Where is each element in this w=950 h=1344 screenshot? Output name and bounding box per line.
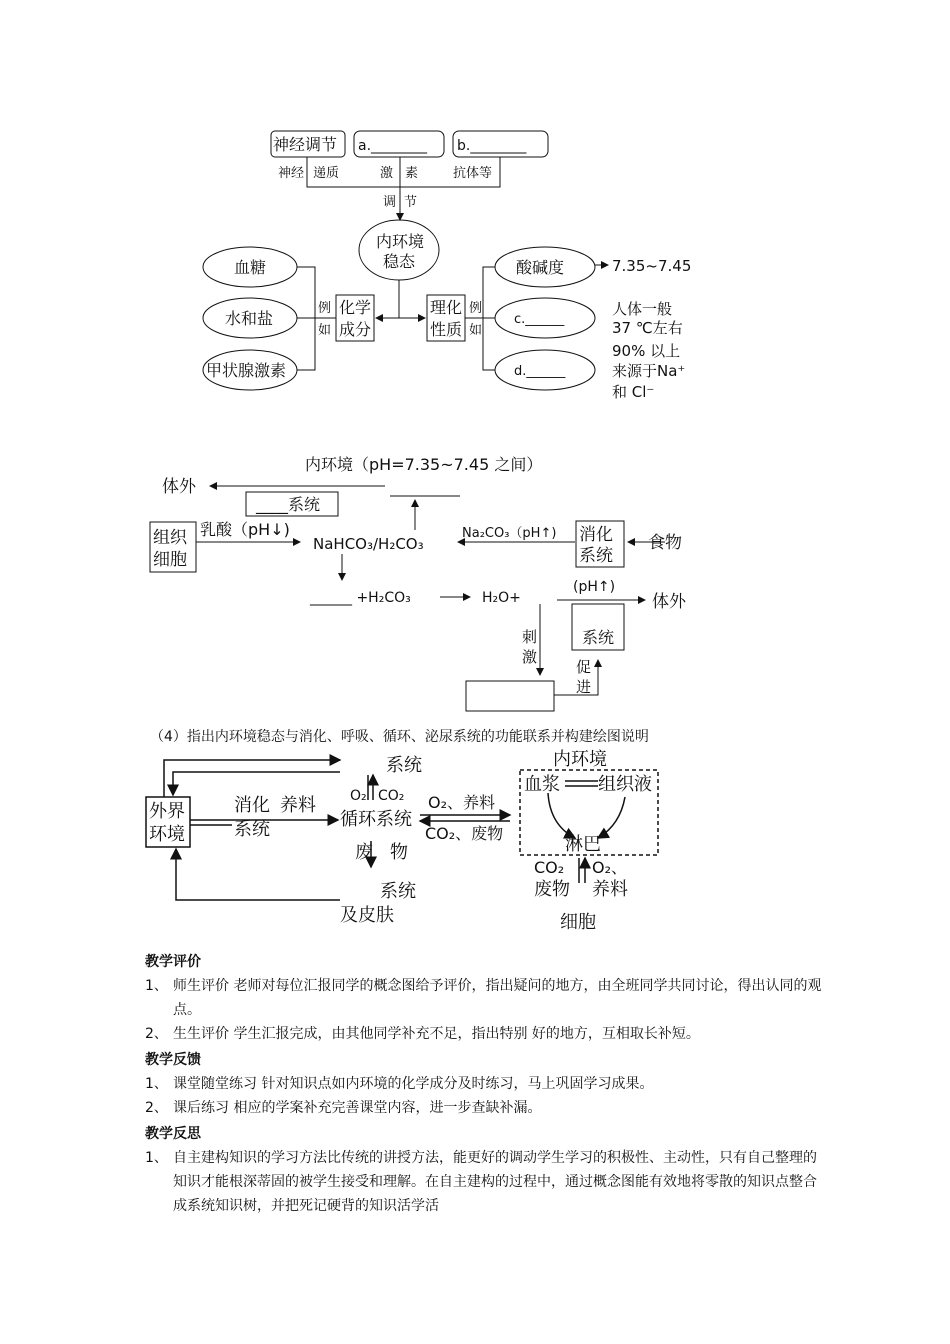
node-buffer: NaHCO₃/H₂CO₃ [313, 535, 424, 553]
label-system: 系统 [582, 628, 615, 647]
list-item [145, 974, 825, 1022]
node-digest: 系统 [579, 546, 613, 566]
label-na2co3: Na₂CO₃（pH↑) [462, 526, 557, 541]
sub-label: 素 [405, 166, 419, 181]
sub-label: 抗体等 [453, 166, 493, 181]
label-nutrient: 养料 [592, 879, 628, 900]
example-label: 如 [318, 323, 332, 338]
node-outside-env: 环境 [149, 824, 185, 845]
node-digest: 消化 [234, 795, 270, 816]
node-digest: 消化 [579, 525, 613, 545]
blank-a: a.________ [358, 138, 428, 154]
item-number: 2、 [145, 1100, 168, 1116]
sub-label: 神经 [278, 166, 305, 181]
blank-c: c.______ [514, 312, 565, 327]
label-system-top: 系统 [386, 755, 422, 776]
label-waste: 废 [355, 842, 373, 863]
node-thyroid: 甲状腺激素 [206, 361, 287, 380]
ph-value: 7.35~7.45 [612, 257, 692, 275]
osm-text: 90% 以上 [612, 342, 681, 360]
section-heading: 教学反思 [145, 1126, 201, 1142]
label-system: ____系统 [256, 495, 321, 514]
list-item [145, 1146, 825, 1218]
example-label: 例 [318, 301, 332, 316]
node-outside-env: 外界 [149, 801, 185, 822]
label-o2: O₂、 [592, 858, 628, 877]
item-number: 1、 [145, 978, 168, 994]
label-inner-env: 内环境 [553, 749, 607, 770]
diagram-title: 内环境（pH=7.35~7.45 之间） [305, 455, 543, 474]
label-stimulate: 激 [522, 648, 538, 666]
label-co2-waste: CO₂、废物 [425, 824, 504, 843]
chem-node: 化学 [339, 298, 372, 317]
phys-node: 理化 [430, 298, 463, 317]
label-body-out: 体外 [162, 477, 196, 497]
sub-label: 递质 [313, 166, 340, 181]
label-body-out: 体外 [652, 592, 686, 612]
label-skin: 及皮肤 [340, 905, 394, 926]
neural-regulation-label: 神经调节 [273, 135, 338, 154]
section-feedback [145, 1048, 825, 1120]
osm-text: 来源于Na⁺ [612, 362, 686, 380]
section-evaluation [145, 950, 825, 1046]
regulate-label: 调 [383, 195, 397, 210]
item-number: 1、 [145, 1076, 168, 1092]
section-reflection [145, 1122, 825, 1218]
center-node: 内环境 [376, 232, 425, 251]
temp-text: 37 ℃左右 [612, 319, 683, 337]
label-o2-nutrient: O₂、养料 [428, 793, 496, 812]
node-tissue-fluid: 组织液 [598, 774, 652, 795]
node-tissue-cell: 细胞 [153, 550, 187, 570]
section-caption: （4）指出内环境稳态与消化、呼吸、循环、泌尿系统的功能联系并构建绘图说明 [150, 729, 649, 745]
node-plasma: 血浆 [524, 774, 560, 795]
center-node: 稳态 [383, 252, 416, 271]
node-circulation: 循环系统 [340, 809, 412, 830]
node-tissue-cell: 组织 [153, 528, 187, 548]
label-blank-h2co3: ______ +H₂CO₃ [310, 590, 411, 606]
item-text: 课堂随堂练习 针对知识点如内环境的化学成分及时练习，马上巩固学习成果。 [173, 1076, 654, 1092]
item-text: 生生评价 学生汇报完成，由其他同学补充不足，指出特别 好的地方，互相取长补短。 [173, 1026, 700, 1042]
node-digest: 系统 [234, 819, 270, 840]
node-ph: 酸碱度 [516, 258, 565, 277]
list-item [145, 1072, 825, 1096]
list-item [145, 1022, 825, 1046]
example-label: 例 [469, 301, 483, 316]
node-lymph: 淋巴 [565, 834, 601, 855]
label-stimulate: 刺 [522, 628, 538, 646]
label-system-bottom: 系统 [380, 881, 416, 902]
systems-diagram [0, 745, 950, 945]
label-ph-up: (pH↑) [573, 579, 616, 595]
example-label: 如 [469, 323, 483, 338]
label-lactic: 乳酸（pH↓) [200, 520, 290, 539]
section-heading: 教学评价 [145, 954, 201, 970]
label-o2: O₂ [350, 788, 367, 804]
regulate-label: 节 [404, 195, 418, 210]
label-co2: CO₂ [378, 788, 405, 804]
node-cell: 细胞 [560, 912, 596, 933]
label-h2o: H₂O+ [482, 590, 521, 606]
list-item [145, 1096, 825, 1120]
chem-node: 成分 [339, 320, 372, 339]
item-number: 2、 [145, 1026, 168, 1042]
blank-d: d.______ [514, 364, 566, 379]
item-number: 1、 [145, 1150, 168, 1166]
node-water-salt: 水和盐 [225, 309, 274, 328]
phys-node: 性质 [430, 320, 463, 339]
temp-text: 人体一般 [612, 300, 673, 318]
label-waste: 废物 [534, 879, 570, 900]
sub-label: 激 [380, 166, 394, 181]
label-waste: 物 [390, 842, 408, 863]
label-co2: CO₂ [534, 858, 565, 877]
section-heading: 教学反馈 [145, 1052, 201, 1068]
item-text: 师生评价 老师对每位汇报同学的概念图给予评价，指出疑问的地方，由全班同学共同讨论，得出认同的观点。 [173, 978, 822, 1018]
blank-b: b.________ [457, 138, 527, 154]
label-promote: 促 [576, 658, 592, 676]
label-nutrient: 养料 [280, 795, 316, 816]
concept-diagram-homeostasis [0, 0, 950, 420]
item-text: 自主建构知识的学习方法比传统的讲授方法，能更好的调动学生学习的积极性、主动性，只有自己整理的知识才能根深蒂固的被学生接受和理解。在自主建构的过程中，通过概念图能有效地将零散的知识点整合成系统知识树，并把死记硬背的知识活学活 [173, 1150, 817, 1214]
osm-text: 和 Cl⁻ [612, 383, 655, 401]
ph-regulation-diagram [0, 420, 950, 720]
label-food: 食物 [648, 533, 682, 553]
label-promote: 进 [576, 678, 592, 696]
node-blood-sugar: 血糖 [234, 258, 267, 277]
item-text: 课后练习 相应的学案补充完善课堂内容，进一步查缺补漏。 [173, 1100, 542, 1116]
